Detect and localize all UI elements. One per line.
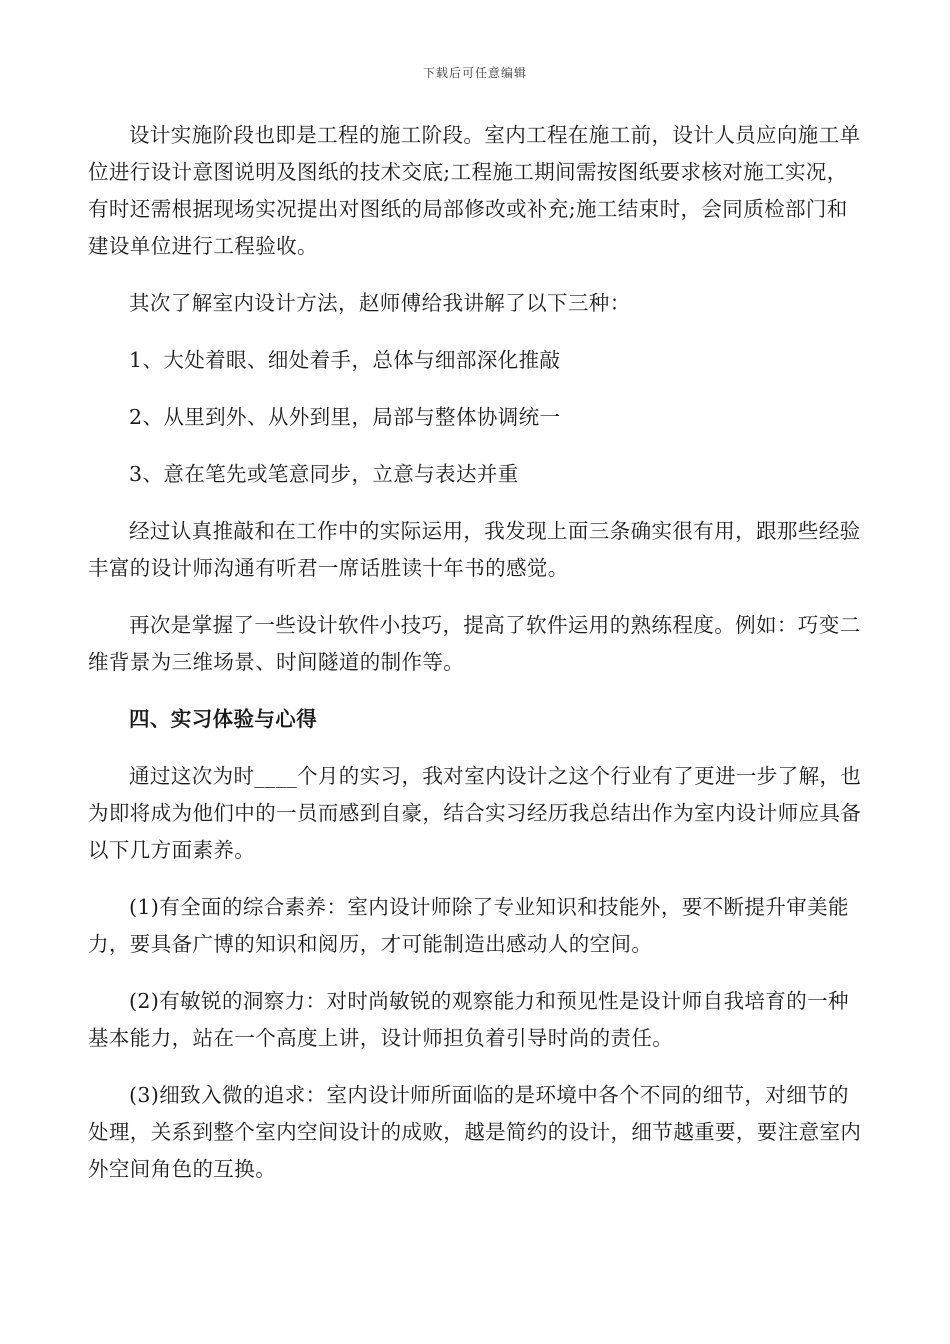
paragraph-design-methods-intro: 其次了解室内设计方法，赵师傅给我讲解了以下三种： [129, 291, 631, 315]
paragraph-software-skills: 再次是掌握了一些设计软件小技巧，提高了软件运用的熟练程度。例如：巧变二维背景为三维场景、时间隧道的制作等。 [88, 613, 861, 674]
list-item-quality-2: (2)有敏锐的洞察力：对时尚敏锐的观察能力和预见性是设计师自我培育的一种基本能力，站在一个高度上讲，设计师担负着引导时尚的责任。 [88, 989, 849, 1050]
page-header: 下载后可任意编辑 [422, 66, 527, 80]
paragraph-practice-reflection: 经过认真推敲和在工作中的实际运用，我发现上面三条确实很有用，跟那些经验丰富的设计师沟通有听君一席话胜读十年书的感觉。 [88, 519, 861, 580]
paragraph-construction-phase: 设计实施阶段也即是工程的施工阶段。室内工程在施工前，设计人员应向施工单位进行设计意图说明及图纸的技术交底;工程施工期间需按图纸要求核对施工实况，有时还需根据现场实况提出对图纸的局部修改或补充;施工结束时，会同质检部门和建设单位进行工程验收。 [88, 123, 861, 258]
paragraph-internship-summary: 通过这次为时____个月的实习，我对室内设计之这个行业有了更进一步了解，也为即将成为他们中的一员而感到自豪，结合实习经历我总结出作为室内设计师应具备以下几方面素养。 [88, 764, 862, 862]
list-item-quality-3: (3)细致入微的追求：室内设计师所面临的是环境中各个不同的细节，对细节的处理，关系到整个室内空间设计的成败，越是简约的设计，细节越重要，要注意室内外空间角色的互换。 [88, 1083, 862, 1181]
list-item-method-2: 2、从里到外、从外到里，局部与整体协调统一 [129, 405, 561, 429]
list-item-quality-1: (1)有全面的综合素养：室内设计师除了专业知识和技能外，要不断提升审美能力，要具备广博的知识和阅历，才可能制造出感动人的空间。 [88, 895, 849, 956]
list-item-method-3: 3、意在笔先或笔意同步，立意与表达并重 [129, 462, 519, 486]
document-body [88, 117, 862, 1188]
section-heading: 四、实习体验与心得 [129, 707, 318, 731]
list-item-method-1: 1、大处着眼、细处着手，总体与细部深化推敲 [129, 348, 561, 372]
